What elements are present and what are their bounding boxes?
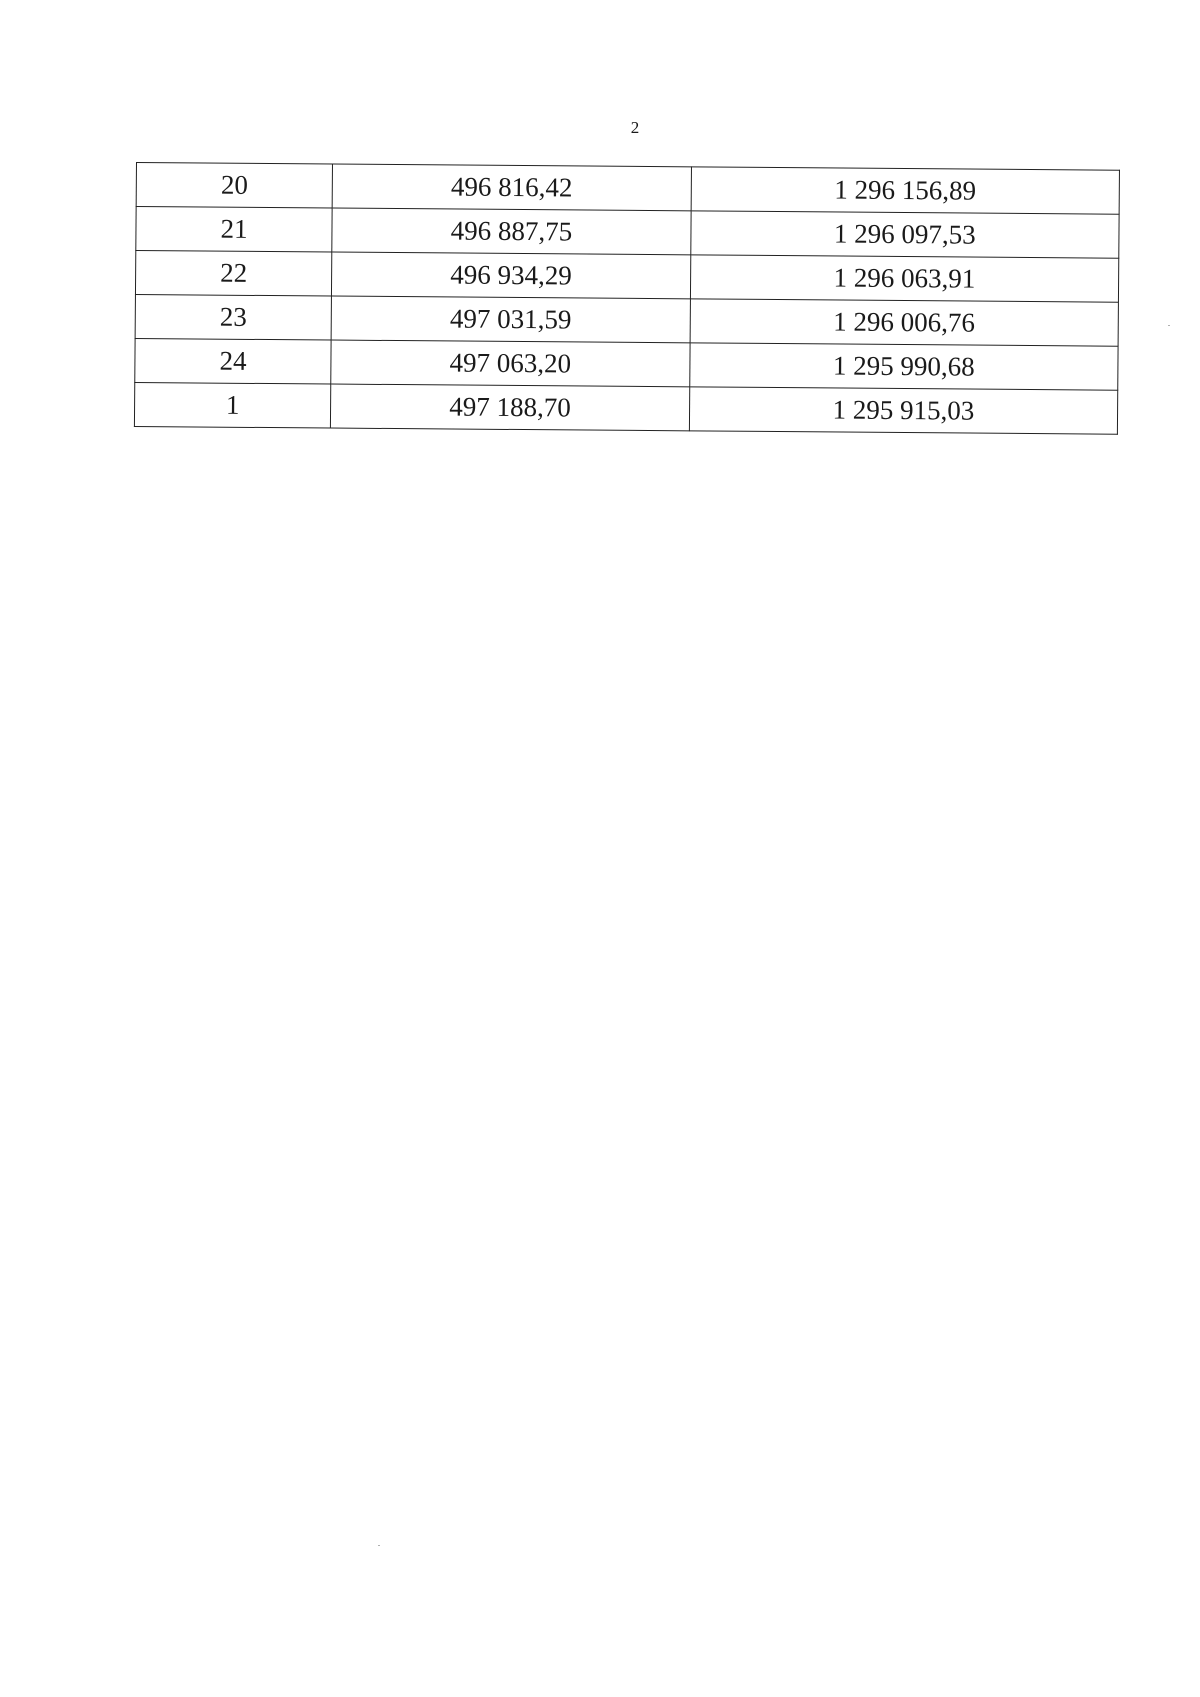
y-coordinate-cell: 1 296 063,91	[690, 255, 1119, 302]
table-row	[134, 382, 1117, 434]
x-coordinate-cell: 496 887,75	[332, 208, 691, 255]
y-coordinate-cell: 1 295 915,03	[689, 387, 1118, 434]
x-coordinate-cell: 496 934,29	[332, 252, 691, 299]
x-coordinate-cell: 497 063,20	[331, 340, 690, 387]
table-row	[136, 163, 1119, 215]
point-number-cell: 24	[135, 338, 331, 384]
table-row	[136, 207, 1119, 259]
table-row	[135, 338, 1118, 390]
point-number-cell: 20	[136, 163, 332, 209]
y-coordinate-cell: 1 296 097,53	[691, 211, 1120, 258]
coordinates-table	[134, 162, 1120, 435]
y-coordinate-cell: 1 296 006,76	[690, 299, 1119, 346]
table-row	[135, 251, 1118, 303]
x-coordinate-cell: 496 816,42	[332, 164, 691, 211]
point-number-cell: 1	[134, 382, 330, 428]
x-coordinate-cell: 497 188,70	[331, 384, 690, 431]
point-number-cell: 22	[135, 251, 331, 297]
y-coordinate-cell: 1 295 990,68	[689, 343, 1118, 390]
page-number: 2	[630, 118, 640, 137]
x-coordinate-cell: 497 031,59	[331, 296, 690, 343]
point-number-cell: 23	[135, 294, 331, 340]
scan-speck	[378, 1545, 380, 1546]
scan-speck	[1168, 325, 1170, 326]
table-row	[135, 294, 1118, 346]
y-coordinate-cell: 1 296 156,89	[691, 167, 1120, 214]
point-number-cell: 21	[136, 207, 332, 253]
